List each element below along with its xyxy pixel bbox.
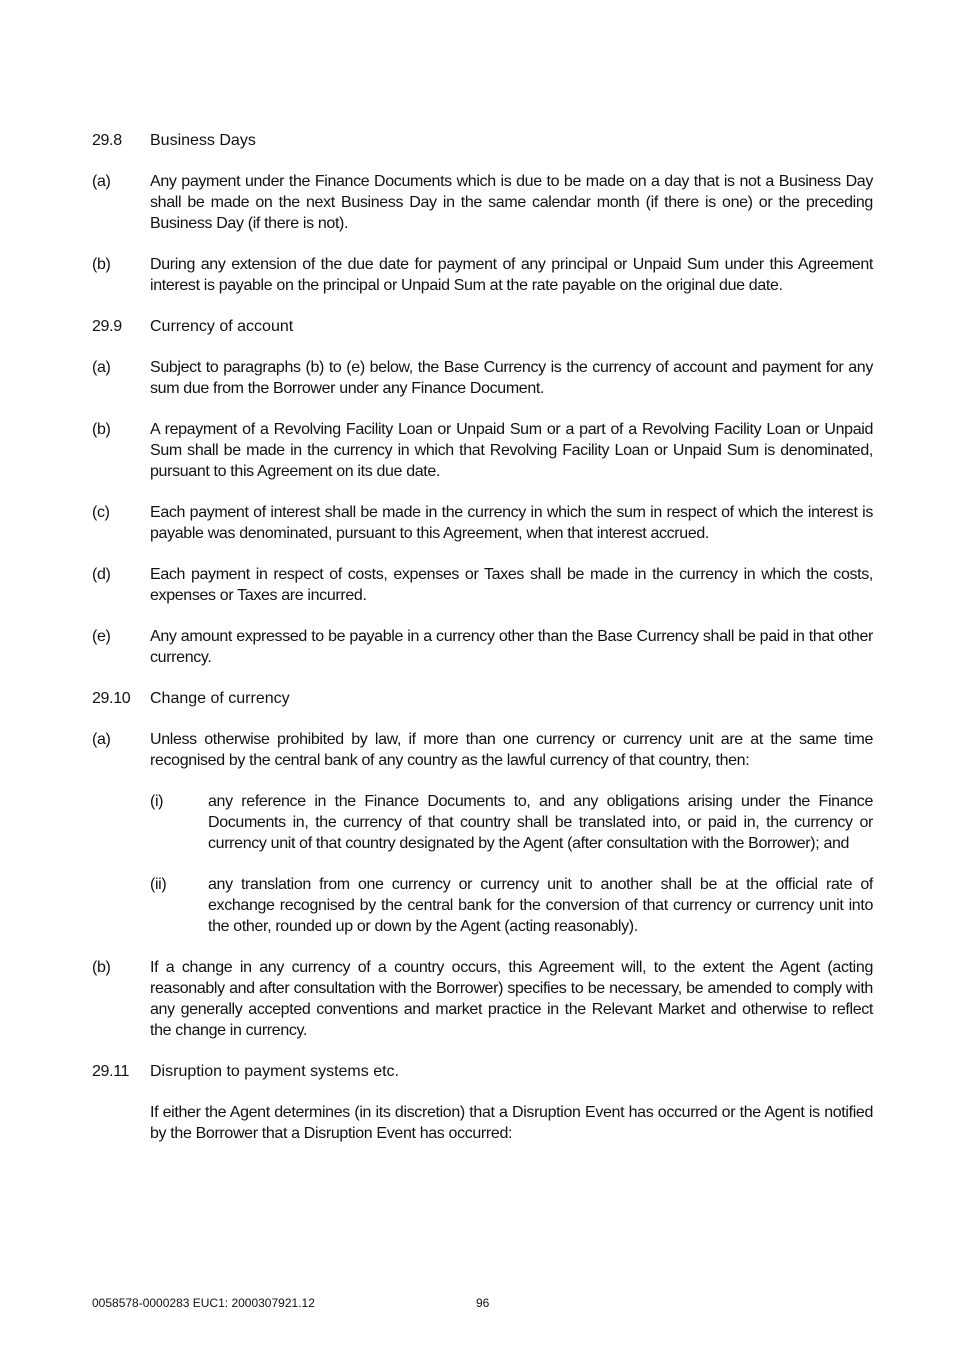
document-reference: 0058578-0000283 EUC1: 2000307921.12 [92, 1296, 315, 1310]
paragraph-text: If a change in any currency of a country occurs, this Agreement will, to the extent the Agent (acting reasonably and after consultation with the Borrower) specifies to be necessary, be amended to comply with any generally accepted conventions and market practice in the Relevant Market and otherwise to reflect the change in currency. [150, 959, 873, 1039]
paragraph [92, 254, 873, 296]
paragraph-text: Any payment under the Finance Documents which is due to be made on a day that is not a Business Day shall be made on the next Business Day in the same calendar month (if there is one) or the preceding Business Day (if there is not). [150, 173, 873, 232]
page-number: 96 [476, 1296, 490, 1310]
sub-paragraph [150, 874, 873, 937]
sub-paragraph [150, 791, 873, 854]
paragraph-label: (c) [92, 504, 110, 521]
section-heading [92, 688, 873, 709]
paragraph [92, 729, 873, 771]
paragraph-label: (a) [92, 173, 111, 190]
section-heading [92, 1061, 873, 1082]
paragraph-label: (a) [92, 731, 111, 748]
paragraph-label: (b) [92, 256, 111, 273]
paragraph-text: Subject to paragraphs (b) to (e) below, the Base Currency is the currency of account and payment for any sum due from the Borrower under any Finance Document. [150, 359, 873, 397]
paragraph-label: (d) [92, 566, 111, 583]
sub-paragraph-label: (ii) [150, 876, 167, 893]
paragraph [92, 357, 873, 399]
paragraph-text: A repayment of a Revolving Facility Loan or Unpaid Sum or a part of a Revolving Facility Loan or Unpaid Sum shall be made in the currency in which that Revolving Facility Loan or Unpaid Sum is denominated, pursuant to this Agreement on its due date. [150, 421, 873, 480]
document-body [92, 130, 873, 1164]
section-number: 29.8 [92, 132, 122, 149]
sub-paragraph-text: any reference in the Finance Documents to, and any obligations arising under the Finance Documents in, the currency of that country shall be translated into, or paid in, the currency or currency unit of that country designated by the Agent (after consultation with the Borrower); and [208, 793, 873, 852]
section-heading [92, 130, 873, 151]
paragraph-text: Each payment in respect of costs, expenses or Taxes shall be made in the currency in which the costs, expenses or Taxes are incurred. [150, 566, 873, 604]
paragraph-text: During any extension of the due date for payment of any principal or Unpaid Sum under this Agreement interest is payable on the principal or Unpaid Sum at the rate payable on the original due date. [150, 256, 873, 294]
paragraph-text: If either the Agent determines (in its discretion) that a Disruption Event has occurred or the Agent is notified by the Borrower that a Disruption Event has occurred: [150, 1104, 873, 1142]
paragraph-text: Each payment of interest shall be made in the currency in which the sum in respect of which the interest is payable was denominated, pursuant to this Agreement, when that interest accrued. [150, 504, 873, 542]
sub-paragraph-label: (i) [150, 793, 164, 810]
section-number: 29.11 [92, 1063, 130, 1080]
paragraph-label: (b) [92, 421, 111, 438]
section-number: 29.10 [92, 690, 131, 707]
section-number: 29.9 [92, 318, 122, 335]
section-title: Business Days [150, 132, 256, 149]
paragraph [92, 502, 873, 544]
paragraph-text: Unless otherwise prohibited by law, if more than one currency or currency unit are at the same time recognised by the central bank of any country as the lawful currency of that country, then: [150, 731, 873, 769]
sub-paragraph-text: any translation from one currency or currency unit to another shall be at the official rate of exchange recognised by the central bank for the conversion of that currency or currency unit into the other, rounded up or down by the Agent (acting reasonably). [208, 876, 873, 935]
paragraph [92, 171, 873, 234]
paragraph-label: (e) [92, 628, 111, 645]
paragraph-label [92, 1102, 150, 1144]
paragraph-label: (a) [92, 359, 111, 376]
section-title: Currency of account [150, 318, 294, 335]
paragraph-label: (b) [92, 959, 111, 976]
section-heading [92, 316, 873, 337]
paragraph [92, 957, 873, 1041]
section-title: Disruption to payment systems etc. [150, 1063, 399, 1080]
section-title: Change of currency [150, 690, 290, 707]
paragraph-text: Any amount expressed to be payable in a currency other than the Base Currency shall be paid in that other currency. [150, 628, 873, 666]
paragraph [92, 1102, 873, 1144]
paragraph [92, 419, 873, 482]
paragraph [92, 626, 873, 668]
paragraph [92, 564, 873, 606]
